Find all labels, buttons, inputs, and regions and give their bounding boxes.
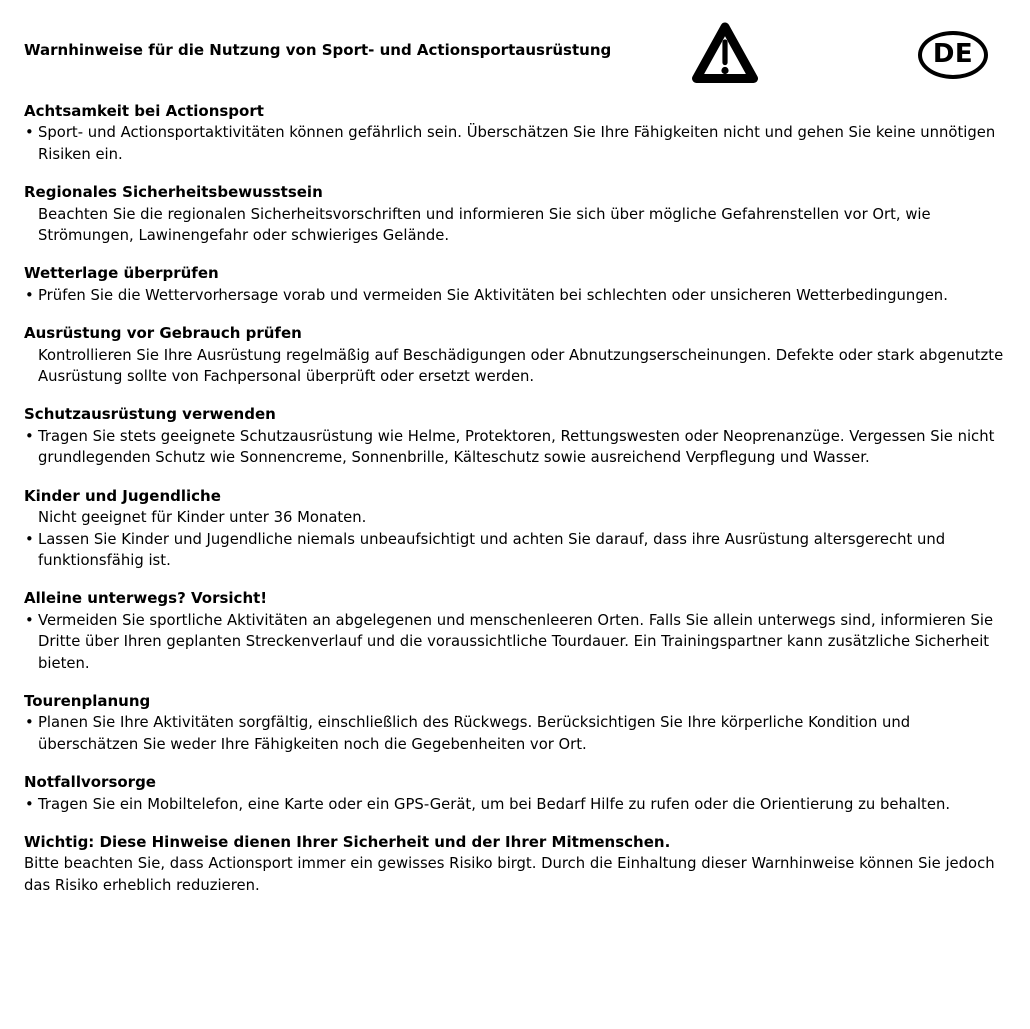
item-text: Lassen Sie Kinder und Jugendliche niemals unbeaufsichtigt und achten Sie darauf, dass ihre Ausrüstung altersgerecht und funktionsfähig ist. [38,530,946,569]
indented-item [24,204,1009,247]
document-header [24,0,1009,101]
section-heading: Alleine unterwegs? Vorsicht! [24,589,268,608]
item-text: Planen Sie Ihre Aktivitäten sorgfältig, einschließlich des Rückwegs. Berücksichtigen Sie Ihre körperliche Kondition und überschätzen Sie weder Ihre Fähigkeiten noch die Gegebenheiten vor Ort. [38,714,911,753]
bullet-marker: • [25,714,34,732]
section-heading: Ausrüstung vor Gebrauch prüfen [24,324,302,343]
warning-section [24,182,1009,246]
item-text: Vermeiden Sie sportliche Aktivitäten an abgelegenen und menschenleeren Orten. Falls Sie allein unterwegs sind, informieren Sie Dritte über Ihren geplanten Streckenverlauf und die voraussichtliche Tourdauer. Ein Trainingspartner kann zusätzliche Sicherheit bieten. [38,611,994,672]
warning-section [24,101,1009,165]
footer-text: Bitte beachten Sie, dass Actionsport immer ein gewisses Risiko birgt. Durch die Einhaltung dieser Warnhinweise können Sie jedoch das Risiko erheblich reduzieren. [24,855,995,894]
item-text: Prüfen Sie die Wettervorhersage vorab und vermeiden Sie Aktivitäten bei schlechten oder unsicheren Wetterbedingungen. [38,286,948,304]
section-heading: Kinder und Jugendliche [24,486,221,505]
item-text: Tragen Sie stets geeignete Schutzausrüstung wie Helme, Protektoren, Rettungswesten oder Neoprenanzüge. Vergessen Sie nicht grundlegenden Schutz wie Sonnencreme, Sonnenbrille, Kälteschutz sowie ausreichend Verpflegung und Wasser. [38,427,995,467]
indented-item [24,507,1009,528]
sections-container [24,101,1009,815]
footer-heading: Wichtig: Diese Hinweise dienen Ihrer Sicherheit und der Ihrer Mitmenschen. [24,832,671,851]
indented-item [24,345,1009,388]
page-title: Warnhinweise für die Nutzung von Sport- und Actionsportausrüstung [24,41,612,59]
bullet-item [24,426,1009,469]
bullet-marker: • [25,795,34,813]
bullet-item [24,285,1009,306]
document-footer [24,832,1009,896]
warning-section [24,486,1009,572]
warning-section [24,404,1009,468]
warning-section [24,323,1009,387]
bullet-item [24,529,1009,572]
item-text: Tragen Sie ein Mobiltelefon, eine Karte oder ein GPS-Gerät, um bei Bedarf Hilfe zu rufen oder die Orientierung zu behalten. [38,795,951,813]
item-text: Sport- und Actionsportaktivitäten können gefährlich sein. Überschätzen Sie Ihre Fähigkeiten nicht und gehen Sie keine unnötigen Risiken ein. [38,124,996,163]
warning-section [24,691,1009,755]
warning-section [24,588,1009,674]
bullet-marker: • [25,611,34,629]
section-heading: Tourenplanung [24,691,151,710]
section-heading: Wetterlage überprüfen [24,264,219,283]
bullet-marker: • [25,530,34,548]
bullet-marker: • [25,286,34,304]
bullet-marker: • [25,124,34,142]
bullet-item [24,610,1009,674]
bullet-item [24,122,1009,165]
bullet-marker: • [25,427,34,445]
bullet-item [24,794,1009,815]
item-text: Beachten Sie die regionalen Sicherheitsvorschriften und informieren Sie sich über mögliche Gefahrenstellen vor Ort, wie Strömungen, Lawinengefahr oder schwieriges Gelände. [38,205,931,245]
bullet-item [24,712,1009,755]
warning-section [24,263,1009,306]
warning-section [24,772,1009,815]
language-badge-label: DE [932,39,974,69]
warning-triangle-icon [692,21,758,85]
item-text: Kontrollieren Sie Ihre Ausrüstung regelmäßig auf Beschädigungen oder Abnutzungserscheinungen. Defekte oder stark abgenutzte Ausrüstung sollte von Fachpersonal überprüft oder ersetzt werden. [38,346,1004,386]
section-heading: Schutzausrüstung verwenden [24,405,276,424]
language-badge [918,31,988,79]
section-heading: Notfallvorsorge [24,773,156,792]
item-text: Nicht geeignet für Kinder unter 36 Monaten. [38,509,367,527]
section-heading: Achtsamkeit bei Actionsport [24,102,264,120]
section-heading: Regionales Sicherheitsbewusstsein [24,183,323,202]
